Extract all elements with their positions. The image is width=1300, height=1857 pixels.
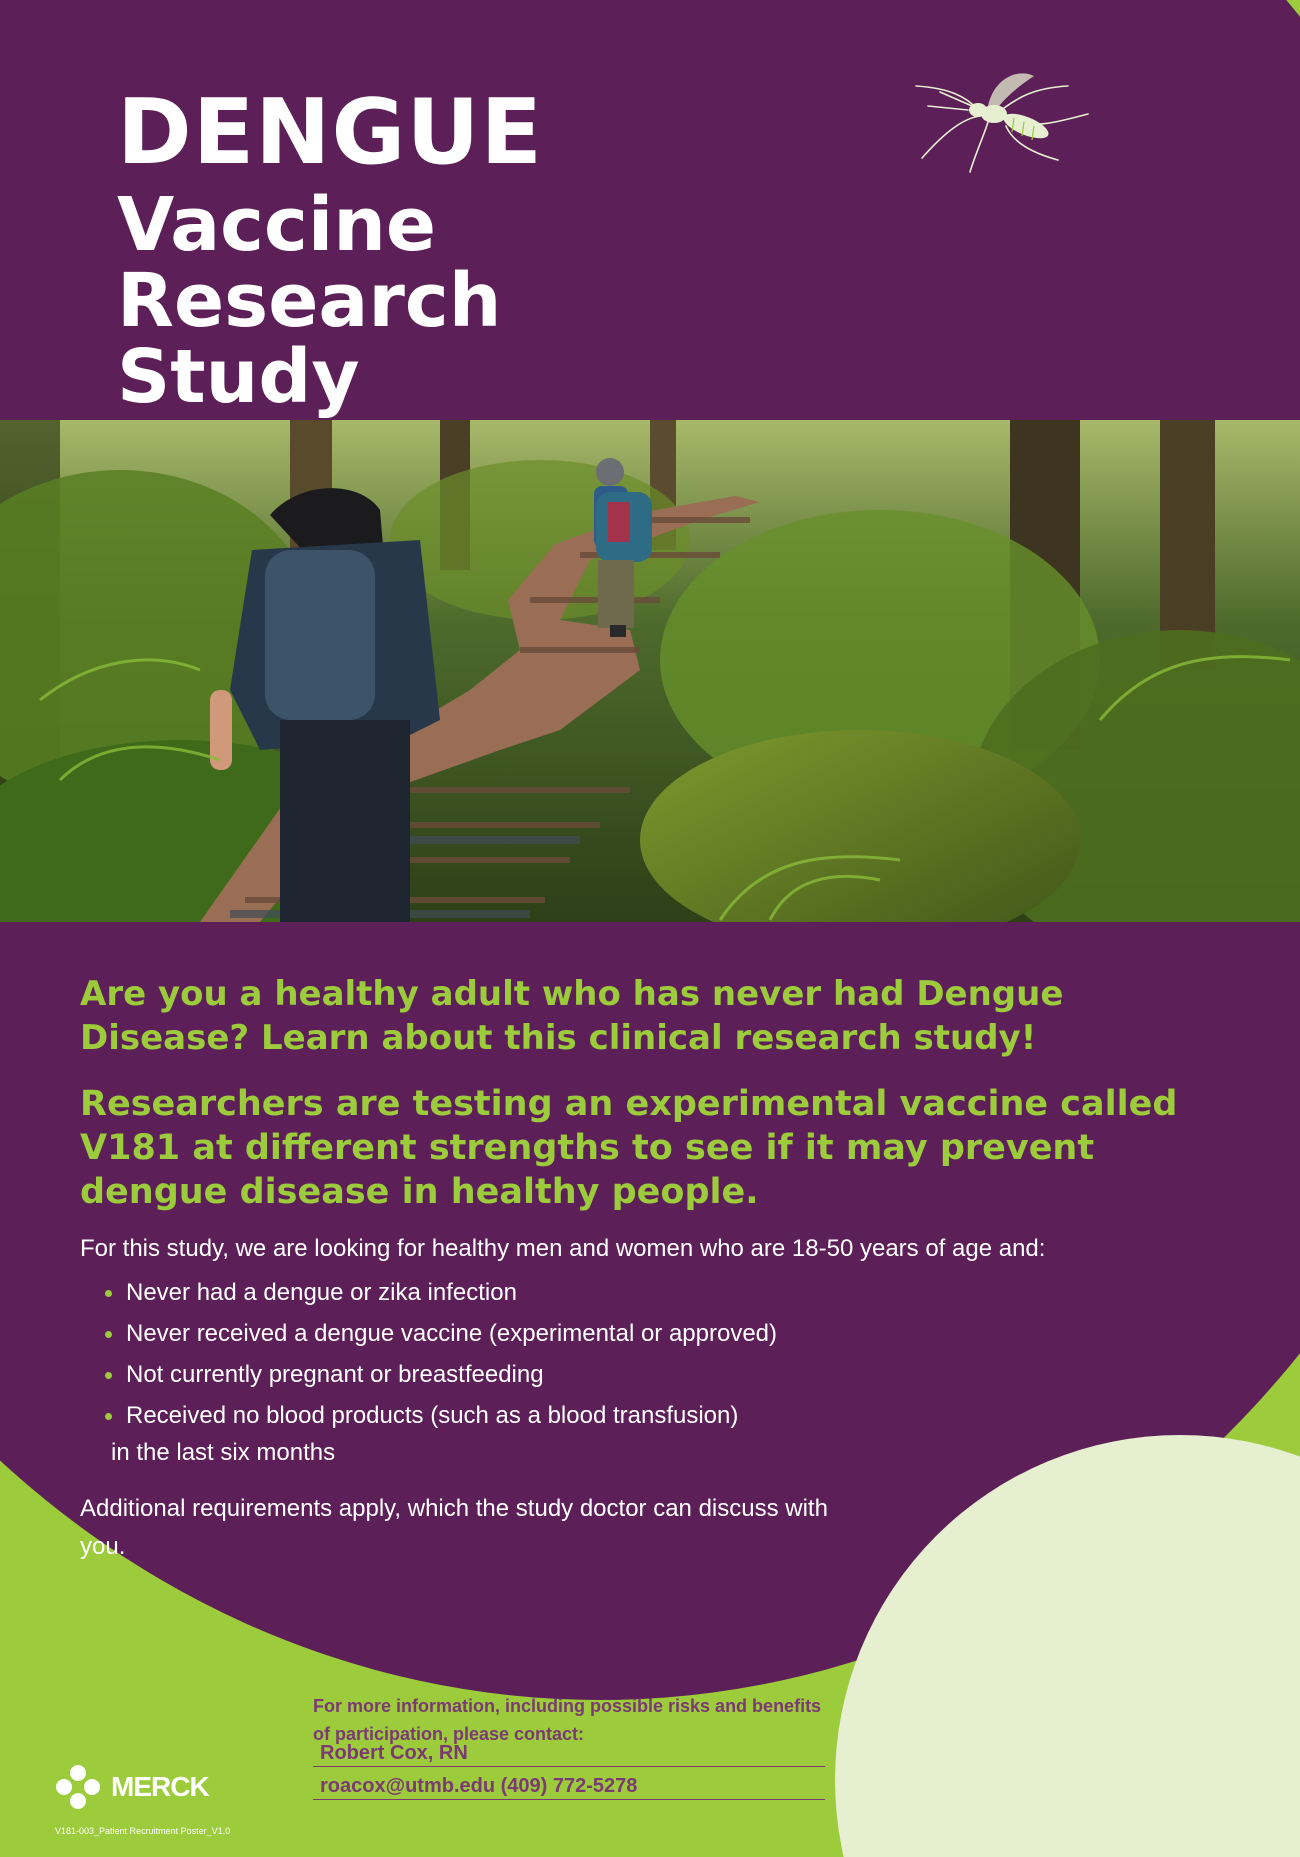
contact-email-phone: roacox@utmb.edu (409) 772-5278 <box>313 1773 825 1800</box>
forest-hikers-photo <box>0 420 1300 922</box>
criteria-text: Never had a dengue or zika infection <box>126 1279 517 1306</box>
bullet-dot <box>105 1372 112 1379</box>
criteria-text: Never received a dengue vaccine (experimental or approved) <box>126 1320 778 1347</box>
merck-logo-icon <box>55 1764 101 1810</box>
merck-wordmark: MERCK <box>111 1771 209 1802</box>
bullet-dot <box>105 1413 112 1420</box>
criteria-item <box>105 1319 777 1349</box>
criteria-text-continuation: in the last six months <box>111 1439 336 1466</box>
criteria-item <box>105 1360 777 1390</box>
contact-name: Robert Cox, RN <box>313 1740 825 1767</box>
criteria-item <box>105 1278 777 1308</box>
bullet-dot <box>105 1331 112 1338</box>
criteria-text: Received no blood products (such as a blood transfusion) <box>126 1402 739 1429</box>
eligibility-criteria-list <box>105 1278 777 1479</box>
criteria-item <box>105 1401 777 1468</box>
headline-question: Are you a healthy adult who has never had Dengue Disease? Learn about this clinical research study! <box>80 974 1064 1058</box>
title-line-3: Research <box>117 258 502 344</box>
title-line-4: Study <box>117 334 360 420</box>
additional-requirements: Additional requirements apply, which the study doctor can discuss with you. <box>80 1495 828 1560</box>
contact-info: For more information, including possible risks and benefits of participation, please contact: <box>313 1696 822 1744</box>
merck-brand <box>55 1764 209 1810</box>
poster-version: V181-003_Patient Recruitment Poster_V1.0 <box>55 1826 231 1836</box>
eligibility-intro: For this study, we are looking for healthy men and women who are 18-50 years of age and: <box>80 1235 1046 1262</box>
mosquito-icon <box>908 48 1098 178</box>
headline-description: Researchers are testing an experimental vaccine called V181 at different strengths to see if it may prevent dengue disease in healthy people. <box>80 1084 1178 1212</box>
bullet-dot <box>105 1290 112 1297</box>
contact-block <box>313 1692 833 1800</box>
criteria-text: Not currently pregnant or breastfeeding <box>126 1361 544 1388</box>
title-line-2: Vaccine <box>117 182 437 268</box>
poster-title <box>117 80 543 420</box>
title-line-1: DENGUE <box>117 80 543 185</box>
